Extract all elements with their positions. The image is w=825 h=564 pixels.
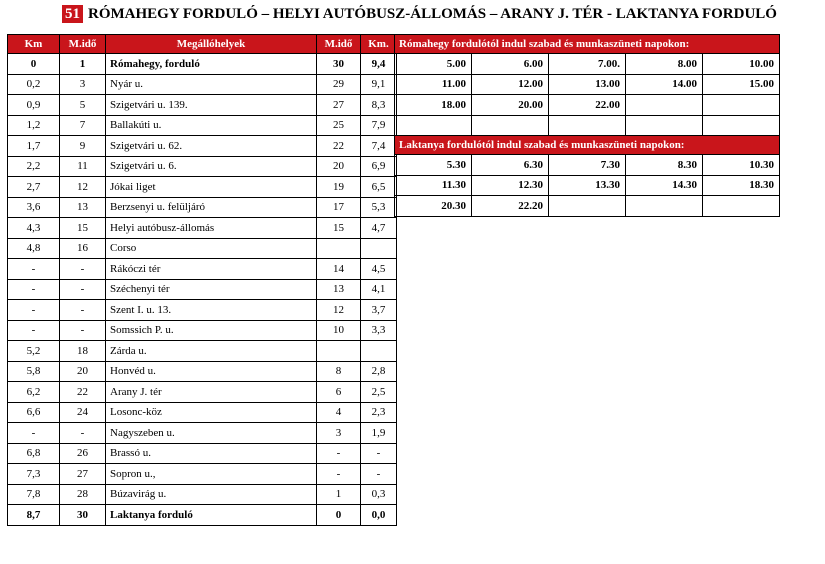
stop-time: - [60, 320, 106, 341]
stop-km: 7,3 [8, 464, 60, 485]
departure-time [626, 115, 703, 136]
stop-row [8, 402, 397, 423]
departures-row [395, 74, 780, 95]
stop-name: Szigetvári u. 139. [106, 95, 317, 116]
stop-km-return: 5,3 [361, 197, 397, 218]
stop-name: Rákóczi tér [106, 259, 317, 280]
stop-time: 11 [60, 156, 106, 177]
stop-time: - [60, 279, 106, 300]
stop-row [8, 443, 397, 464]
stop-time-return: 30 [317, 54, 361, 75]
departure-time: 6.30 [472, 155, 549, 176]
stop-km-return: 2,5 [361, 382, 397, 403]
departure-time: 7.00. [549, 54, 626, 75]
stop-km-return: - [361, 443, 397, 464]
stop-km-return: 4,1 [361, 279, 397, 300]
stop-km: 8,7 [8, 505, 60, 526]
col-km: Km [8, 35, 60, 54]
stop-row [8, 320, 397, 341]
departure-time [703, 95, 780, 116]
stop-row [8, 423, 397, 444]
stop-km-return: 6,5 [361, 177, 397, 198]
stop-time-return: 27 [317, 95, 361, 116]
stop-name: Nyár u. [106, 74, 317, 95]
departure-time: 12.30 [472, 175, 549, 196]
stop-time: 27 [60, 464, 106, 485]
route-number-badge: 51 [62, 5, 83, 23]
departures-table [394, 34, 780, 217]
stop-time: 7 [60, 115, 106, 136]
departure-time: 18.00 [395, 95, 472, 116]
stop-km-return: 7,9 [361, 115, 397, 136]
stop-km-return: 1,9 [361, 423, 397, 444]
stop-name: Losonc-köz [106, 402, 317, 423]
departures-row [395, 54, 780, 75]
stop-km: 5,8 [8, 361, 60, 382]
stop-time-return: 22 [317, 136, 361, 157]
stop-km: 1,7 [8, 136, 60, 157]
stop-time: - [60, 300, 106, 321]
stop-name: Zárda u. [106, 341, 317, 362]
stop-row [8, 361, 397, 382]
stop-row [8, 259, 397, 280]
stop-time-return: 17 [317, 197, 361, 218]
stop-time: 12 [60, 177, 106, 198]
departure-time: 10.00 [703, 54, 780, 75]
col-stops: Megállóhelyek [106, 35, 317, 54]
departure-time: 18.30 [703, 175, 780, 196]
stop-time: 9 [60, 136, 106, 157]
departure-time: 22.20 [472, 196, 549, 217]
stop-km-return: 4,7 [361, 218, 397, 239]
stop-name: Somssich P. u. [106, 320, 317, 341]
stop-km: 6,2 [8, 382, 60, 403]
departure-time: 15.00 [703, 74, 780, 95]
departure-time: 5.00 [395, 54, 472, 75]
stop-time-return: 3 [317, 423, 361, 444]
stop-row [8, 300, 397, 321]
stop-time-return: 6 [317, 382, 361, 403]
stop-km: - [8, 300, 60, 321]
stops-header-row [8, 35, 397, 54]
stop-km-return: 4,5 [361, 259, 397, 280]
stop-km: - [8, 320, 60, 341]
stop-km: 0,9 [8, 95, 60, 116]
stop-time: 26 [60, 443, 106, 464]
stop-name: Nagyszeben u. [106, 423, 317, 444]
stop-time-return: 13 [317, 279, 361, 300]
stop-time-return: 19 [317, 177, 361, 198]
departures-heading: Rómahegy fordulótól indul szabad és munkaszüneti napokon: [395, 35, 780, 54]
stop-time: - [60, 259, 106, 280]
departure-time: 20.00 [472, 95, 549, 116]
stop-row [8, 464, 397, 485]
stop-row [8, 54, 397, 75]
stop-km: - [8, 423, 60, 444]
stop-time-return: 14 [317, 259, 361, 280]
stop-km-return: 7,4 [361, 136, 397, 157]
stop-row [8, 484, 397, 505]
stop-row [8, 197, 397, 218]
col-time-return: M.idő [317, 35, 361, 54]
stop-time-return: 25 [317, 115, 361, 136]
departure-time: 8.00 [626, 54, 703, 75]
stop-km: 5,2 [8, 341, 60, 362]
departure-time: 10.30 [703, 155, 780, 176]
departure-time [472, 115, 549, 136]
stop-km-return: 9,4 [361, 54, 397, 75]
stop-name: Búzavirág u. [106, 484, 317, 505]
departure-time: 6.00 [472, 54, 549, 75]
departure-time [549, 196, 626, 217]
departure-time: 20.30 [395, 196, 472, 217]
stop-time: 20 [60, 361, 106, 382]
stop-name: Helyi autóbusz-állomás [106, 218, 317, 239]
stop-row [8, 505, 397, 526]
departure-time: 14.00 [626, 74, 703, 95]
stop-row [8, 382, 397, 403]
stop-time: 1 [60, 54, 106, 75]
stop-km-return: 2,3 [361, 402, 397, 423]
departure-time [395, 115, 472, 136]
departure-time: 13.00 [549, 74, 626, 95]
stop-name: Széchenyi tér [106, 279, 317, 300]
stop-name: Arany J. tér [106, 382, 317, 403]
stop-km: 3,6 [8, 197, 60, 218]
stop-time: 22 [60, 382, 106, 403]
stop-km: 0 [8, 54, 60, 75]
stop-row [8, 136, 397, 157]
timetable-title [62, 4, 777, 24]
stop-km: 4,3 [8, 218, 60, 239]
stop-time-return: - [317, 464, 361, 485]
stop-time-return [317, 341, 361, 362]
stop-time-return: 1 [317, 484, 361, 505]
stop-km-return: 9,1 [361, 74, 397, 95]
stop-time-return: 10 [317, 320, 361, 341]
stop-time: 16 [60, 238, 106, 259]
departure-time: 14.30 [626, 175, 703, 196]
stop-name: Corso [106, 238, 317, 259]
departures-row [395, 175, 780, 196]
stop-time-return: 29 [317, 74, 361, 95]
stop-km-return: 3,3 [361, 320, 397, 341]
stop-row [8, 341, 397, 362]
stop-km: 1,2 [8, 115, 60, 136]
stop-name: Ballakúti u. [106, 115, 317, 136]
stop-time: 15 [60, 218, 106, 239]
departures-heading-row [395, 35, 780, 54]
col-time: M.idő [60, 35, 106, 54]
stop-name: Szigetvári u. 62. [106, 136, 317, 157]
stop-km: - [8, 279, 60, 300]
stop-km-return: 2,8 [361, 361, 397, 382]
stop-row [8, 74, 397, 95]
departures-row [395, 196, 780, 217]
departure-time [703, 196, 780, 217]
stop-name: Brassó u. [106, 443, 317, 464]
stop-time-return: - [317, 443, 361, 464]
departure-time: 11.00 [395, 74, 472, 95]
stop-time-return: 8 [317, 361, 361, 382]
stop-name: Honvéd u. [106, 361, 317, 382]
departure-time: 7.30 [549, 155, 626, 176]
departure-time [549, 115, 626, 136]
stop-km: - [8, 259, 60, 280]
departures-row [395, 155, 780, 176]
stop-km-return: 8,3 [361, 95, 397, 116]
stop-row [8, 156, 397, 177]
stop-km-return: 0,0 [361, 505, 397, 526]
stop-row [8, 238, 397, 259]
stop-row [8, 95, 397, 116]
stop-name: Sopron u., [106, 464, 317, 485]
stop-km-return: - [361, 464, 397, 485]
stop-km-return [361, 341, 397, 362]
departures-row [395, 95, 780, 116]
stop-time: 18 [60, 341, 106, 362]
departure-time: 22.00 [549, 95, 626, 116]
departures-row [395, 115, 780, 136]
departure-time: 8.30 [626, 155, 703, 176]
departure-time [626, 196, 703, 217]
stop-km: 6,6 [8, 402, 60, 423]
departures-heading-row [395, 136, 780, 155]
route-title: RÓMAHEGY FORDULÓ – HELYI AUTÓBUSZ-ÁLLOMÁS – ARANY J. TÉR - LAKTANYA FORDULÓ [88, 5, 777, 22]
departure-time: 12.00 [472, 74, 549, 95]
stop-time: - [60, 423, 106, 444]
stop-name: Szent I. u. 13. [106, 300, 317, 321]
stop-row [8, 279, 397, 300]
stop-km-return: 0,3 [361, 484, 397, 505]
col-km-return: Km. [361, 35, 397, 54]
stop-km-return: 6,9 [361, 156, 397, 177]
stop-km: 4,8 [8, 238, 60, 259]
stop-time: 24 [60, 402, 106, 423]
stop-time-return: 0 [317, 505, 361, 526]
stop-km: 7,8 [8, 484, 60, 505]
stop-time: 3 [60, 74, 106, 95]
stop-time-return [317, 238, 361, 259]
stop-name: Szigetvári u. 6. [106, 156, 317, 177]
departure-time [703, 115, 780, 136]
stop-km: 2,2 [8, 156, 60, 177]
stop-time: 28 [60, 484, 106, 505]
departure-time: 11.30 [395, 175, 472, 196]
stop-time: 13 [60, 197, 106, 218]
departures-heading: Laktanya fordulótól indul szabad és munkaszüneti napokon: [395, 136, 780, 155]
stop-time: 30 [60, 505, 106, 526]
stop-name: Jókai liget [106, 177, 317, 198]
stop-row [8, 115, 397, 136]
departure-time: 5.30 [395, 155, 472, 176]
departure-time: 13.30 [549, 175, 626, 196]
stop-km: 0,2 [8, 74, 60, 95]
stop-time-return: 20 [317, 156, 361, 177]
stop-km: 6,8 [8, 443, 60, 464]
stop-row [8, 218, 397, 239]
stop-km: 2,7 [8, 177, 60, 198]
stops-table [7, 34, 397, 526]
stop-row [8, 177, 397, 198]
stop-time-return: 12 [317, 300, 361, 321]
stop-km-return [361, 238, 397, 259]
stop-time: 5 [60, 95, 106, 116]
stop-name: Berzsenyi u. felüljáró [106, 197, 317, 218]
stop-name: Rómahegy, forduló [106, 54, 317, 75]
departure-time [626, 95, 703, 116]
stop-time-return: 15 [317, 218, 361, 239]
stop-km-return: 3,7 [361, 300, 397, 321]
stop-time-return: 4 [317, 402, 361, 423]
stop-name: Laktanya forduló [106, 505, 317, 526]
